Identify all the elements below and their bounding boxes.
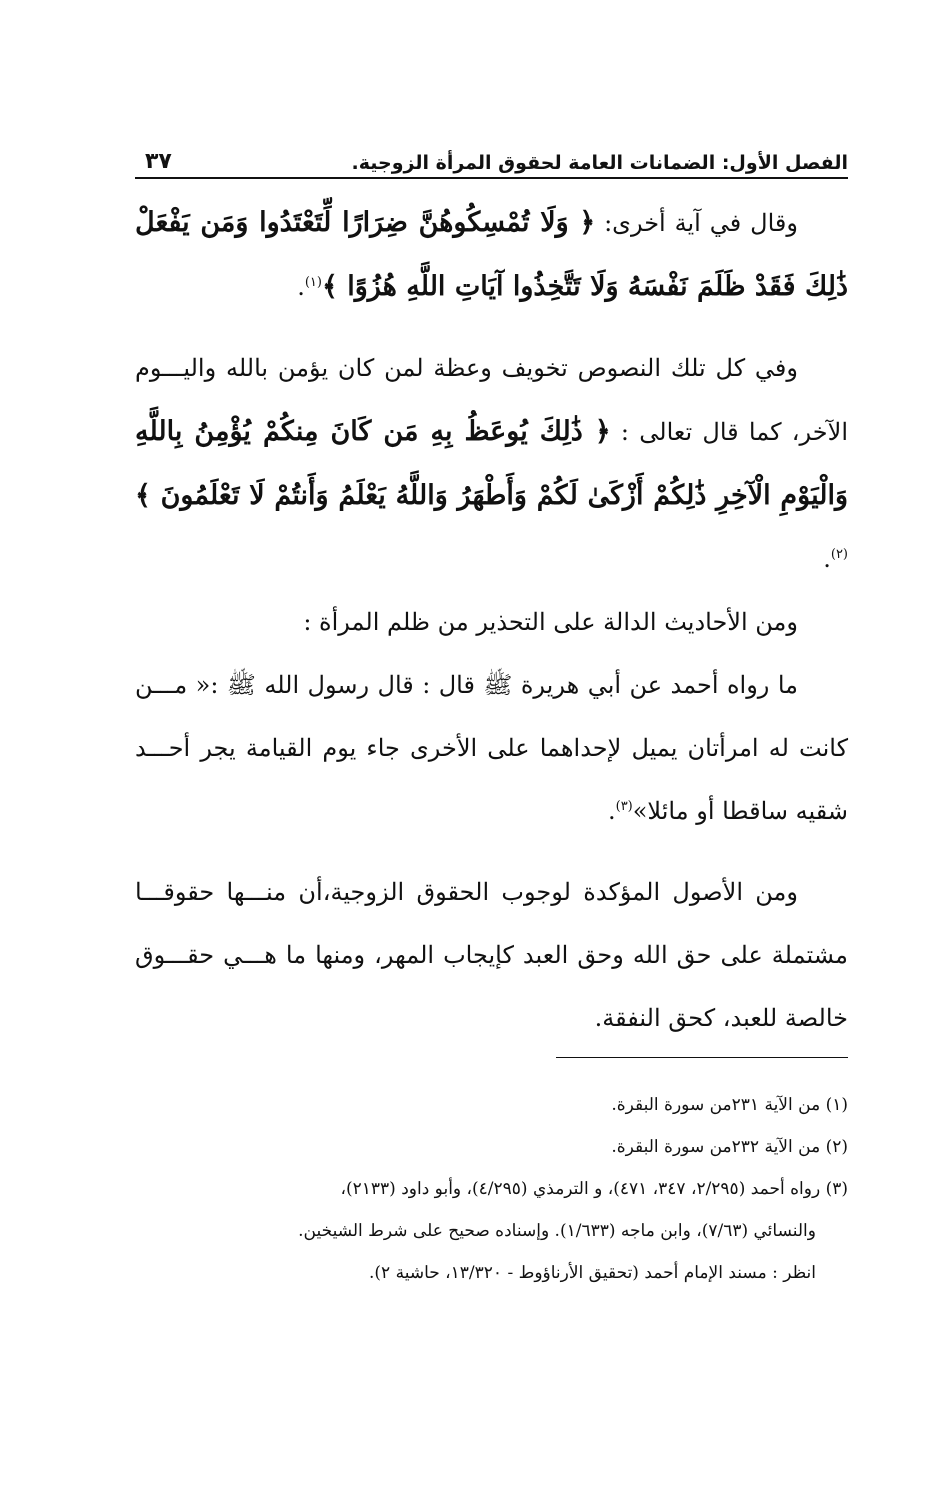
paragraph-verse-2 xyxy=(135,337,848,591)
quran-verse-2: ﴿ ذَٰلِكَ يُوعَظُ بِهِ مَن كَانَ مِنكُمْ يُؤْمِنُ بِاللَّهِ وَالْيَوْمِ الْآخِرِ ذَٰلِكُمْ أَزْكَىٰ لَكُمْ وَأَطْهَرُ وَاللَّهُ يَعْلَمُ وَأَنتُمْ لَا تَعْلَمُونَ ﴾ xyxy=(135,416,848,511)
footnote-ref-1[interactable]: (١) xyxy=(304,275,322,290)
main-text xyxy=(135,191,848,1050)
footnote-divider xyxy=(556,1057,848,1058)
paragraph-hadith xyxy=(135,654,848,843)
footnote-2: (٢) من الآية ٢٣٢من سورة البقرة. xyxy=(611,1137,848,1157)
footnote-ref-2[interactable]: (٢) xyxy=(830,547,848,562)
footnote-3-line-3: انظر : مسند الإمام أحمد (تحقيق الأرناؤوط - ١٣/٣٢٠، حاشية ٢). xyxy=(368,1263,816,1283)
footnote-3-line-2: والنسائي (٧/٦٣)، وابن ماجه (١/٦٣٣). وإسناده صحيح على شرط الشيخين. xyxy=(298,1221,816,1241)
chapter-title: الفصل الأول: الضمانات العامة لحقوق المرأة الزوجية. xyxy=(351,152,848,174)
verse-intro: وقال في آية أخرى: xyxy=(595,209,798,237)
book-page xyxy=(135,140,848,1390)
sentence-end: . xyxy=(607,797,616,825)
verse-intro: وفي كل تلك النصوص تخويف وعظة لمن كان يؤمن بالله واليـــوم الآخر، كما قال تعالى : xyxy=(135,354,848,446)
quran-verse-1: ﴿ وَلَا تُمْسِكُوهُنَّ ضِرَارًا لِّتَعْتَدُوا وَمَن يَفْعَلْ ذَٰلِكَ فَقَدْ ظَلَمَ نَفْسَهُ وَلَا تَتَّخِذُوا آيَاتِ اللَّهِ هُزُوًا ﴾ xyxy=(135,207,848,302)
footnote-1: (١) من الآية ٢٣١من سورة البقرة. xyxy=(611,1095,848,1115)
hadith-text: ما رواه أحمد عن أبي هريرة ﷺ قال : قال رسول الله ﷺ :« مـــن كانت له امرأتان يميل لإحداهما على الأخرى جاء يوم القيامة يجر أحـــد شقيه ساقطا أو مائلا» xyxy=(135,671,848,825)
footnote-3-line-1: (٣) رواه أحمد (٢/٢٩٥، ٣٤٧، ٤٧١)، و الترمذي (٤/٢٩٥)، وأبو داود (٢١٣٣)، xyxy=(340,1179,848,1199)
paragraph-rights: ومن الأصول المؤكدة لوجوب الحقوق الزوجية،أن منـــها حقوقـــا مشتملة على حق الله وحق العبد كإيجاب المهر، ومنها ما هـــي حقـــوق خالصة للعبد، كحق النفقة. xyxy=(135,878,848,1032)
page-number: ٣٧ xyxy=(145,149,172,174)
running-header xyxy=(135,140,848,179)
footnotes xyxy=(135,1084,848,1294)
paragraph-hadith-intro: ومن الأحاديث الدالة على التحذير من ظلم المرأة : xyxy=(303,608,798,636)
paragraph-verse-1 xyxy=(135,191,848,319)
sentence-end: . xyxy=(297,273,305,301)
sentence-end: . xyxy=(823,545,831,573)
footnote-ref-3[interactable]: (٣) xyxy=(615,799,633,814)
